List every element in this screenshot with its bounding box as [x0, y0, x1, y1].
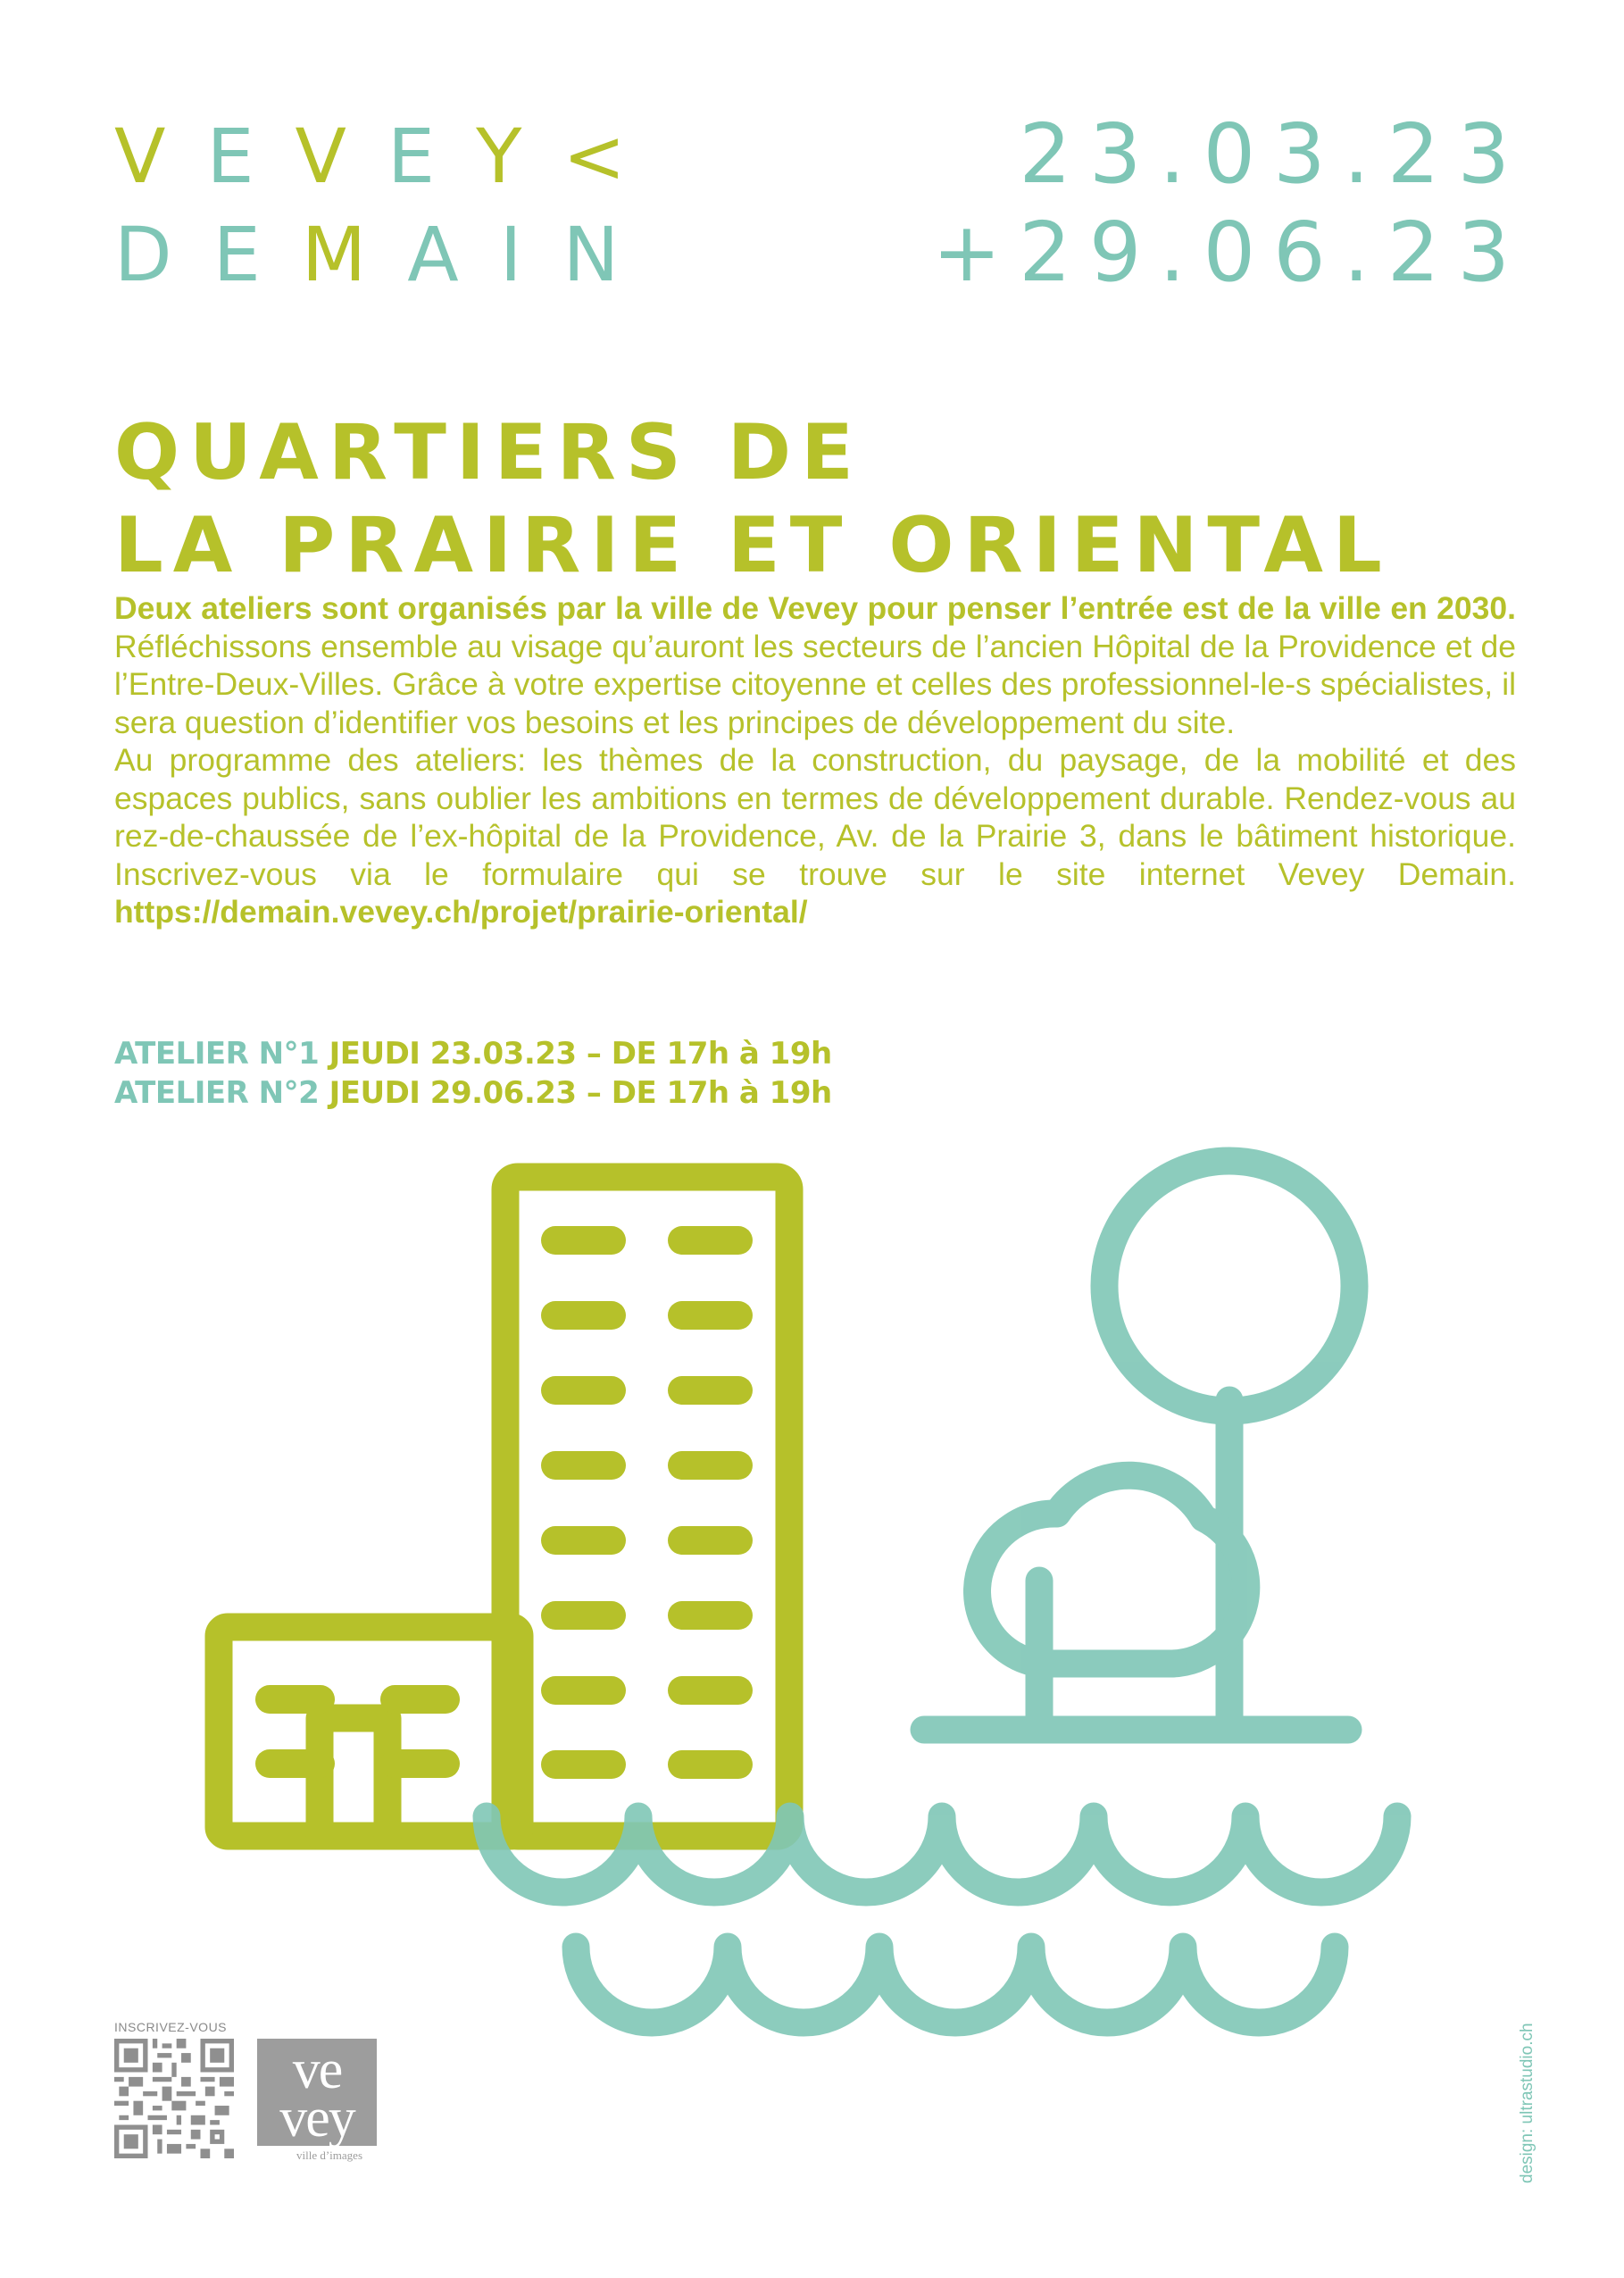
logo-letter: A [407, 211, 500, 298]
design-credit-text: design: ultrastudio.ch [1518, 2023, 1537, 2183]
intro-lead: Deux ateliers sont organisés par la ville de Vevey pour penser l’entrée est de la ville en 2030. [114, 590, 1516, 626]
logo-letter: E [212, 211, 302, 298]
atelier-label: ATELIER N°2 [114, 1075, 320, 1111]
city-logo-line-1: ve [292, 2040, 342, 2100]
nature-illustration [487, 1161, 1397, 2023]
logo-letter: < [562, 113, 667, 200]
logo-letter: I [499, 211, 563, 298]
buildings-illustration [219, 1177, 789, 1836]
atelier-when: JEUDI 23.03.23 – DE 17h à 19h [319, 1036, 832, 1072]
program-text: Au programme des ateliers: les thèmes de la construction, du paysage, de la mobilité et des espaces publics, sans oublier les ambitions en termes de développement durable. Rendez-vous au rez-de-chaussée de l’ex-hôpital de la Providence, Av. de la Prairie 3, dans le bâtiment historique. Inscrivez-vous via le formulaire qui se trouve sur le site internet Vevey Demain. [114, 742, 1516, 892]
bushy-tree-crown-icon [978, 1475, 1246, 1664]
qr-label: INSCRIVEZ-VOUS [114, 2020, 228, 2034]
logo-letter: Y [476, 113, 563, 200]
ville-de-vevey-logo [257, 2039, 377, 2149]
tall-building-icon [505, 1177, 789, 1836]
round-tree-crown-icon [1104, 1161, 1354, 1411]
title-line-1: QUARTIERS DE [114, 408, 863, 497]
project-link[interactable]: https://demain.vevey.ch/projet/prairie-oriental/ [114, 894, 808, 930]
logo-letter: D [114, 211, 213, 298]
logo-letter: V [295, 113, 388, 200]
date-second: +29.06.23 [932, 204, 1528, 300]
intro-rest: Réfléchissons ensemble au visage qu’auront les secteurs de l’ancien Hôpital de la Providence et de l’Entre-Deux-Villes. Grâce à votre expertise citoyenne et celles des professionnel-le-s spécialistes, il sera question d’identifier vos besoins et les principes de développement du site. [114, 628, 1516, 740]
logo-letter: M [301, 211, 408, 298]
atelier-when: JEUDI 29.06.23 – DE 17h à 19h [319, 1075, 832, 1111]
city-logo-line-2: vey [279, 2088, 354, 2149]
logo-letter: V [114, 113, 207, 200]
atelier-label: ATELIER N°1 [114, 1036, 320, 1072]
qr-code-icon[interactable] [114, 2039, 234, 2158]
wave-bottom-icon [576, 1947, 1335, 2023]
logo-letter: E [206, 113, 296, 200]
city-tagline: ville d’images [296, 2149, 363, 2162]
logo-letter: E [387, 113, 477, 200]
title-line-2: LA PRAIRIE ET ORIENTAL [114, 501, 1392, 590]
logo-letter: N [562, 211, 661, 298]
date-first: 23.03.23 [1019, 106, 1528, 202]
door-icon [320, 1718, 387, 1836]
